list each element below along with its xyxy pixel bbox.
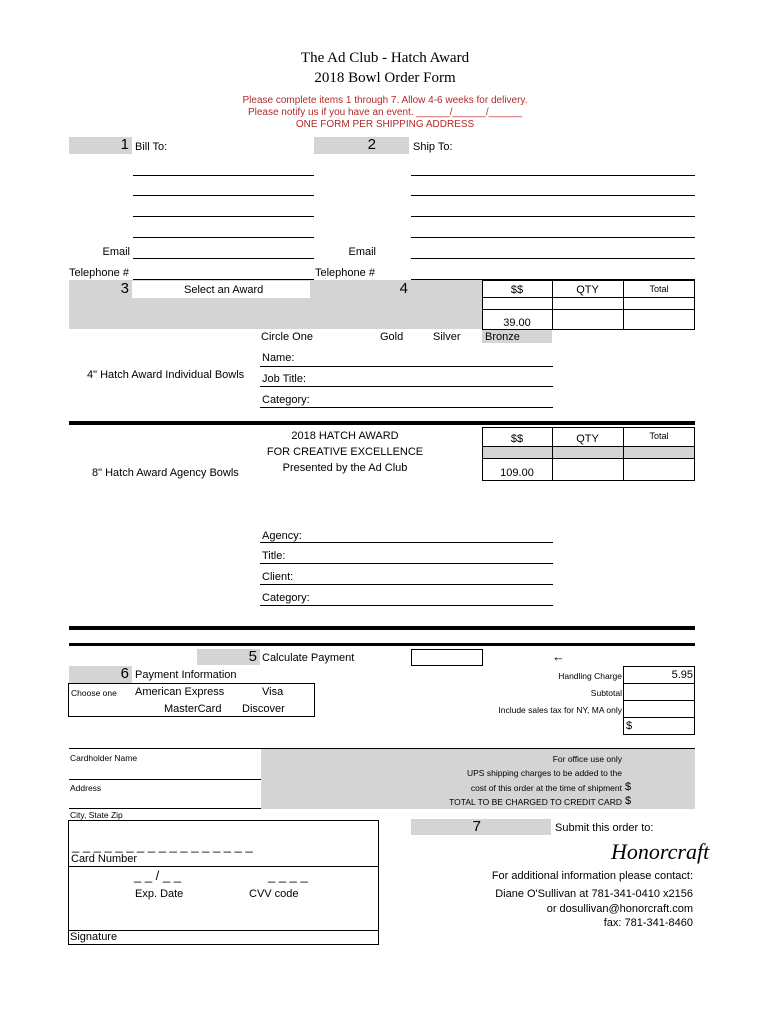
instructions-line1: Please complete items 1 through 7. Allow 4-6 weeks for delivery. bbox=[242, 95, 528, 106]
arrow-left-icon: ← bbox=[552, 649, 565, 664]
name-input[interactable] bbox=[260, 366, 553, 367]
form-subtitle: 2018 Bowl Order Form bbox=[314, 70, 456, 86]
ship-email-label: Email bbox=[348, 246, 376, 258]
ship-to-line-4[interactable] bbox=[411, 237, 695, 238]
bill-to-line-2[interactable] bbox=[133, 195, 314, 196]
choose-one-label: Choose one bbox=[71, 688, 117, 698]
agency-qty-input[interactable] bbox=[553, 459, 622, 480]
agency-total-header: Total bbox=[649, 431, 669, 441]
select-award-label: Select an Award bbox=[184, 284, 264, 296]
agency-label: Agency: bbox=[262, 530, 302, 542]
agency-input[interactable] bbox=[260, 542, 553, 543]
category-input[interactable] bbox=[260, 407, 553, 408]
ship-to-label: Ship To: bbox=[413, 141, 453, 153]
ship-to-line-3[interactable] bbox=[411, 216, 695, 217]
office-use-label: For office use only bbox=[552, 754, 622, 764]
qty-header: QTY bbox=[576, 284, 599, 296]
calculate-total-box[interactable] bbox=[411, 649, 483, 666]
address-input[interactable] bbox=[69, 794, 260, 807]
bill-to-line-1[interactable] bbox=[133, 175, 314, 176]
bill-telephone-label: Telephone # bbox=[69, 267, 129, 279]
table-rule bbox=[623, 717, 695, 718]
section-divider bbox=[69, 421, 695, 425]
ship-telephone-label: Telephone # bbox=[315, 267, 375, 279]
agency-price-header: $$ bbox=[510, 433, 524, 445]
title-input[interactable] bbox=[260, 563, 553, 564]
sales-tax-input[interactable] bbox=[624, 701, 694, 716]
agency-title-line2: FOR CREATIVE EXCELLENCE bbox=[266, 446, 424, 458]
ups-dollar-sign: $ bbox=[625, 781, 632, 793]
exp-date-blanks[interactable]: _ _ / _ _ bbox=[134, 868, 181, 883]
ups-charges-line2: cost of this order at the time of shipment bbox=[470, 783, 622, 793]
total-header: Total bbox=[649, 284, 669, 294]
bill-to-line-4[interactable] bbox=[133, 237, 314, 238]
contact-intro: For additional information please contact: bbox=[491, 870, 693, 882]
card-number-label: Card Number bbox=[71, 853, 138, 865]
form-title: The Ad Club - Hatch Award bbox=[300, 50, 470, 66]
section3-number: 3 bbox=[120, 280, 129, 297]
address-label: Address bbox=[70, 783, 102, 793]
individual-price: 39.00 bbox=[503, 317, 531, 329]
price-header: $$ bbox=[510, 284, 524, 296]
agency-title-line3: Presented by the Ad Club bbox=[282, 462, 408, 474]
agency-category-label: Category: bbox=[262, 592, 310, 604]
gold-option[interactable]: Gold bbox=[380, 331, 404, 343]
total-dollar-sign: $ bbox=[626, 720, 633, 732]
section-rule bbox=[69, 866, 378, 867]
agency-total-input[interactable] bbox=[624, 459, 694, 480]
section-rule bbox=[69, 808, 261, 809]
client-input[interactable] bbox=[260, 584, 553, 585]
name-label: Name: bbox=[262, 352, 295, 364]
visa-option[interactable]: Visa bbox=[262, 686, 284, 698]
table-rule bbox=[482, 446, 695, 447]
instructions-line2: Please notify us if you have an event. ______/______/______ bbox=[247, 107, 523, 118]
contact-email[interactable]: or dosullivan@honorcraft.com bbox=[546, 903, 693, 915]
total-charged-label: TOTAL TO BE CHARGED TO CREDIT CARD bbox=[449, 797, 622, 807]
section1-number: 1 bbox=[120, 136, 129, 153]
submit-order-label: Submit this order to: bbox=[555, 822, 654, 834]
handling-charge-value: 5.95 bbox=[671, 669, 693, 681]
bill-to-line-3[interactable] bbox=[133, 216, 314, 217]
bill-to-label: Bill To: bbox=[135, 141, 168, 153]
section5-number: 5 bbox=[248, 648, 257, 665]
section7-number: 7 bbox=[472, 818, 481, 835]
ship-email-input[interactable] bbox=[411, 258, 695, 259]
amex-option[interactable]: American Express bbox=[135, 686, 225, 698]
ups-charges-line1: UPS shipping charges to be added to the bbox=[467, 768, 622, 778]
instructions-line3: ONE FORM PER SHIPPING ADDRESS bbox=[295, 119, 475, 130]
category-label: Category: bbox=[262, 394, 310, 406]
card-number-blanks[interactable]: _ _ _ _ _ _ _ _ _ _ _ _ _ _ _ _ _ bbox=[72, 838, 253, 853]
section-rule bbox=[69, 748, 695, 749]
ship-to-line-2[interactable] bbox=[411, 195, 695, 196]
section6-number: 6 bbox=[120, 665, 129, 682]
cardholder-name-input[interactable] bbox=[69, 764, 260, 778]
handling-charge-label: Handling Charge bbox=[558, 671, 622, 681]
subtotal-label: Subtotal bbox=[590, 688, 622, 698]
signature-input[interactable] bbox=[130, 931, 376, 944]
cvv-code-label: CVV code bbox=[249, 888, 299, 900]
circle-one-label: Circle One bbox=[261, 331, 313, 343]
title-label: Title: bbox=[262, 550, 286, 562]
calculate-payment-label: Calculate Payment bbox=[262, 652, 355, 664]
agency-bowls-label: 8" Hatch Award Agency Bowls bbox=[92, 467, 239, 479]
section-rule bbox=[69, 779, 261, 780]
silver-option[interactable]: Silver bbox=[433, 331, 461, 343]
subtotal-input[interactable] bbox=[624, 684, 694, 699]
mastercard-option[interactable]: MasterCard bbox=[164, 703, 222, 715]
cardholder-name-label: Cardholder Name bbox=[70, 753, 138, 763]
ship-to-line-1[interactable] bbox=[411, 175, 695, 176]
discover-option[interactable]: Discover bbox=[242, 703, 285, 715]
job-title-input[interactable] bbox=[260, 386, 553, 387]
section2-number: 2 bbox=[367, 136, 376, 153]
city-state-zip-label: City, State Zip bbox=[70, 810, 123, 820]
bronze-option[interactable]: Bronze bbox=[485, 331, 520, 343]
client-label: Client: bbox=[262, 571, 294, 583]
contact-fax: fax: 781-341-8460 bbox=[603, 917, 693, 929]
table-rule bbox=[482, 297, 695, 298]
section4-number: 4 bbox=[399, 280, 408, 297]
honorcraft-logo: Honorcraft bbox=[611, 839, 710, 864]
sales-tax-label: Include sales tax for NY, MA only bbox=[498, 705, 622, 715]
agency-category-input[interactable] bbox=[260, 605, 553, 606]
section-divider bbox=[69, 626, 695, 630]
job-title-label: Job Title: bbox=[262, 373, 307, 385]
agency-title-line1: 2018 HATCH AWARD bbox=[291, 430, 399, 442]
agency-price: 109.00 bbox=[500, 467, 534, 479]
signature-label: Signature bbox=[70, 931, 118, 943]
exp-date-label: Exp. Date bbox=[135, 888, 184, 900]
agency-qty-header: QTY bbox=[576, 433, 599, 445]
payment-information-label: Payment Information bbox=[135, 669, 237, 681]
individual-qty-input[interactable] bbox=[553, 310, 622, 329]
bill-email-input[interactable] bbox=[133, 258, 314, 259]
contact-name-phone: Diane O'Sullivan at 781-341-0410 x2156 bbox=[495, 888, 693, 900]
bill-email-label: Email bbox=[102, 246, 130, 258]
cvv-blanks[interactable]: _ _ _ _ bbox=[268, 868, 308, 883]
individual-total-input[interactable] bbox=[624, 310, 694, 329]
section-divider bbox=[69, 643, 695, 646]
total-charged-dollar-sign: $ bbox=[625, 795, 632, 807]
individual-bowls-label: 4" Hatch Award Individual Bowls bbox=[87, 369, 245, 381]
